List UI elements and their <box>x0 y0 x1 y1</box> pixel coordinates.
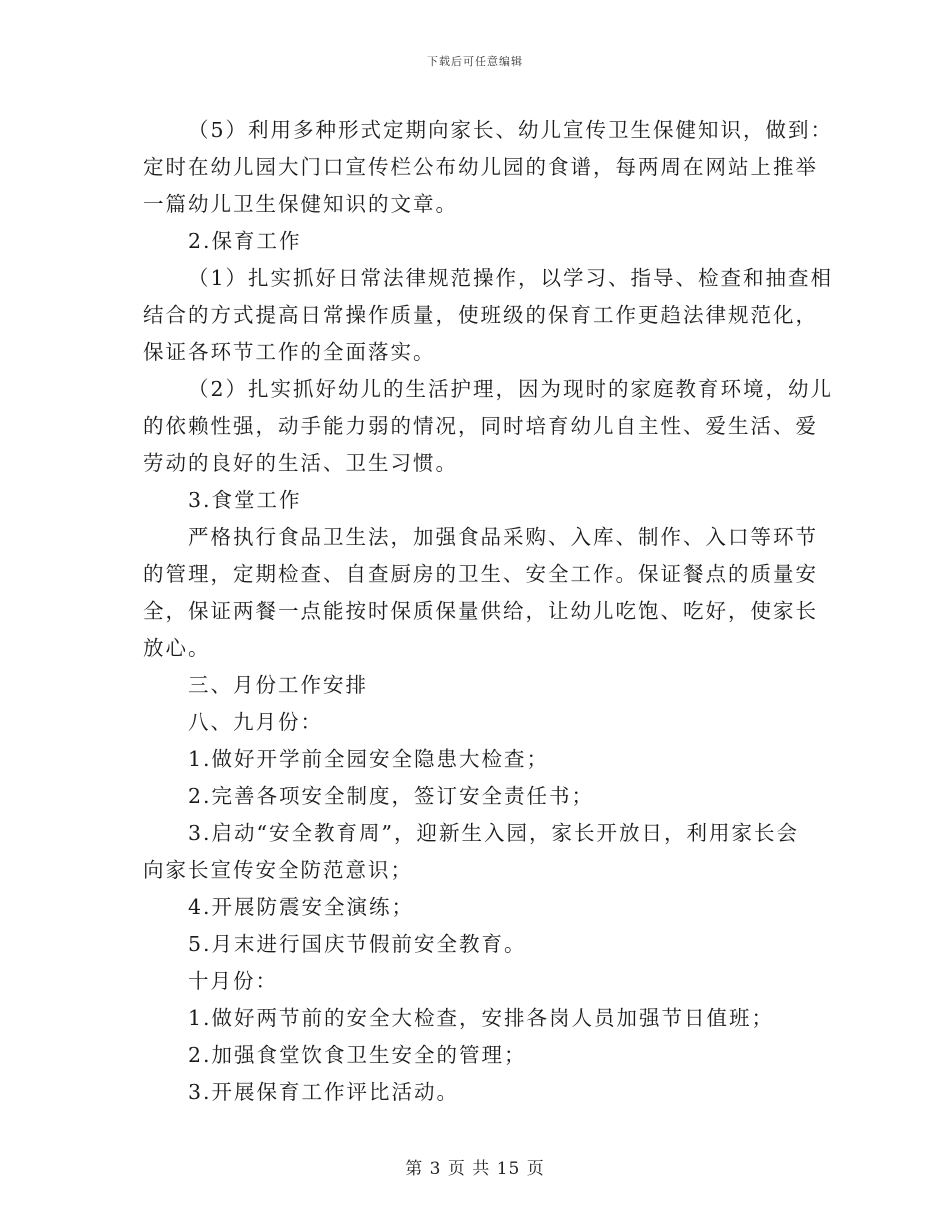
text-line: （1）扎实抓好日常法律规范操作，以学习、指导、检查和抽查相 <box>188 266 834 290</box>
text-line: 一篇幼儿卫生保健知识的文章。 <box>143 192 458 216</box>
text-line: 保证各环节工作的全面落实。 <box>143 340 436 364</box>
text-line: 的依赖性强，动手能力弱的情况，同时培育幼儿自主性、爱生活、爱 <box>143 414 818 438</box>
document-body <box>143 112 834 1111</box>
page-footer: 第 3 页 共 15 页 <box>405 1159 545 1179</box>
list-item-continuation: 向家长宣传安全防范意识； <box>143 858 413 882</box>
text-line: 劳动的良好的生活、卫生习惯。 <box>143 451 458 475</box>
text-line: 全，保证两餐一点能按时保质保量供给，让幼儿吃饱、吃好，使家长 <box>143 599 818 623</box>
text-line: 的管理，定期检查、自查厨房的卫生、安全工作。保证餐点的质量安 <box>143 562 818 586</box>
text-line: 定时在幼儿园大门口宣传栏公布幼儿园的食谱，每两周在网站上推举 <box>143 155 818 179</box>
list-item: 1.做好两节前的安全大检查，安排各岗人员加强节日值班； <box>188 1006 775 1030</box>
section-heading: 3.食堂工作 <box>188 488 302 512</box>
section-heading: 三、月份工作安排 <box>188 673 368 697</box>
list-item: 3.启动“安全教育周”，迎新生入园，家长开放日，利用家长会 <box>188 821 800 845</box>
text-line: （2）扎实抓好幼儿的生活护理，因为现时的家庭教育环境，幼儿 <box>188 377 834 401</box>
list-item: 3.开展保育工作评比活动。 <box>188 1080 460 1104</box>
text-line: 放心。 <box>143 636 211 660</box>
list-item: 5.月末进行国庆节假前安全教育。 <box>188 932 527 956</box>
page-header: 下载后可任意编辑 <box>427 55 523 68</box>
text-line: 严格执行食品卫生法，加强食品采购、入库、制作、入口等环节 <box>188 525 818 549</box>
text-line: （5）利用多种形式定期向家长、幼儿宣传卫生保健知识，做到： <box>188 118 834 142</box>
text-line: 结合的方式提高日常操作质量，使班级的保育工作更趋法律规范化， <box>143 303 818 327</box>
list-item: 2.完善各项安全制度，签订安全责任书； <box>188 784 595 808</box>
list-item: 1.做好开学前全园安全隐患大检查； <box>188 747 550 771</box>
list-item: 2.加强食堂饮食卫生安全的管理； <box>188 1043 527 1067</box>
subsection-heading: 八、九月份： <box>188 710 323 734</box>
subsection-heading: 十月份： <box>188 969 278 993</box>
list-item: 4.开展防震安全演练； <box>188 895 415 919</box>
section-heading: 2.保育工作 <box>188 229 302 253</box>
